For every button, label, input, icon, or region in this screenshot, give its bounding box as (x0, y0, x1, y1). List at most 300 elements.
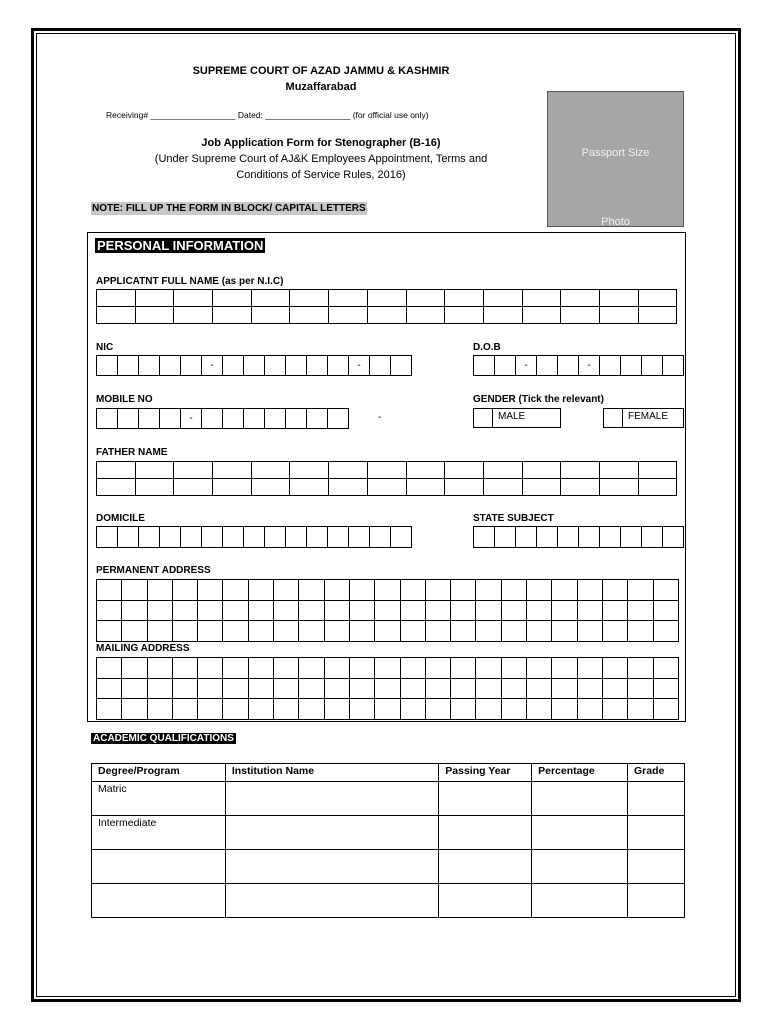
character-box[interactable] (370, 356, 391, 376)
percentage-cell[interactable] (532, 884, 628, 918)
character-box[interactable] (523, 479, 562, 496)
character-box[interactable] (603, 601, 628, 622)
grade-cell[interactable] (628, 816, 685, 850)
character-box[interactable] (174, 290, 213, 307)
character-box[interactable] (375, 580, 400, 601)
character-box[interactable] (181, 527, 202, 548)
grade-cell[interactable] (628, 782, 685, 816)
character-box[interactable] (148, 679, 173, 700)
character-box[interactable] (502, 679, 527, 700)
character-box[interactable] (97, 307, 136, 324)
character-box[interactable] (174, 462, 213, 479)
character-box[interactable] (537, 527, 558, 548)
character-box[interactable] (325, 621, 350, 642)
character-box[interactable] (173, 679, 198, 700)
grid-row (97, 527, 412, 548)
character-box[interactable] (350, 679, 375, 700)
permanent-address-grid[interactable] (96, 579, 679, 642)
character-box[interactable] (368, 462, 407, 479)
character-box[interactable] (97, 409, 118, 429)
character-box[interactable] (97, 658, 122, 679)
institution-cell[interactable] (225, 782, 438, 816)
character-box[interactable] (407, 462, 446, 479)
character-box[interactable] (561, 307, 600, 324)
character-box[interactable] (484, 307, 523, 324)
character-box[interactable] (654, 621, 679, 642)
character-box[interactable] (527, 601, 552, 622)
character-box[interactable] (299, 658, 324, 679)
gender-male-option: MALE (492, 408, 561, 428)
character-box[interactable] (561, 290, 600, 307)
character-box[interactable] (654, 658, 679, 679)
character-box[interactable] (97, 527, 118, 548)
character-box[interactable] (603, 621, 628, 642)
character-box[interactable] (274, 621, 299, 642)
character-box[interactable] (328, 356, 349, 376)
character-box[interactable] (307, 356, 328, 376)
character-box[interactable] (484, 462, 523, 479)
character-box[interactable] (223, 658, 248, 679)
character-box[interactable] (274, 699, 299, 720)
character-box[interactable] (654, 580, 679, 601)
character-box[interactable] (445, 479, 484, 496)
character-box[interactable] (370, 527, 391, 548)
character-box[interactable] (202, 409, 223, 429)
character-box[interactable] (198, 601, 223, 622)
character-box[interactable] (561, 462, 600, 479)
character-box[interactable] (198, 580, 223, 601)
character-box[interactable] (628, 699, 653, 720)
character-box[interactable] (286, 527, 307, 548)
character-box[interactable] (552, 679, 577, 700)
character-box[interactable] (368, 290, 407, 307)
character-box[interactable] (350, 580, 375, 601)
character-box[interactable] (223, 621, 248, 642)
gender-female-checkbox[interactable] (603, 408, 623, 428)
character-box[interactable] (122, 580, 147, 601)
character-box[interactable] (198, 658, 223, 679)
character-box[interactable] (325, 658, 350, 679)
character-box[interactable] (148, 621, 173, 642)
character-box[interactable] (375, 699, 400, 720)
character-box[interactable] (325, 699, 350, 720)
character-box[interactable] (122, 679, 147, 700)
character-box[interactable] (527, 580, 552, 601)
character-box[interactable] (160, 409, 181, 429)
character-box[interactable] (122, 601, 147, 622)
character-box[interactable] (290, 479, 329, 496)
character-box[interactable] (97, 356, 118, 376)
character-box[interactable] (299, 679, 324, 700)
character-box[interactable] (252, 479, 291, 496)
character-box[interactable] (451, 658, 476, 679)
character-box[interactable] (274, 658, 299, 679)
character-box[interactable] (136, 290, 175, 307)
character-box[interactable] (628, 658, 653, 679)
character-box[interactable] (213, 462, 252, 479)
character-box[interactable] (401, 621, 426, 642)
character-box[interactable] (445, 307, 484, 324)
character-box[interactable] (148, 699, 173, 720)
full-name-grid[interactable] (96, 289, 677, 324)
character-box[interactable] (639, 307, 678, 324)
character-box[interactable] (329, 462, 368, 479)
character-box[interactable] (579, 527, 600, 548)
character-box[interactable] (476, 699, 501, 720)
character-box[interactable] (603, 580, 628, 601)
character-box[interactable] (118, 409, 139, 429)
character-box[interactable] (325, 601, 350, 622)
character-box[interactable] (139, 409, 160, 429)
character-box[interactable] (97, 462, 136, 479)
character-box[interactable] (174, 307, 213, 324)
character-box[interactable] (558, 527, 579, 548)
character-box[interactable] (325, 580, 350, 601)
character-box[interactable] (97, 290, 136, 307)
character-box[interactable] (274, 580, 299, 601)
separator-dash-box: - (516, 356, 537, 376)
grid-row (474, 527, 684, 548)
character-box[interactable] (122, 658, 147, 679)
character-box[interactable] (223, 527, 244, 548)
character-box[interactable] (451, 621, 476, 642)
character-box[interactable] (329, 479, 368, 496)
character-box[interactable] (474, 527, 495, 548)
character-box[interactable] (445, 462, 484, 479)
character-box[interactable] (600, 290, 639, 307)
character-box[interactable] (213, 479, 252, 496)
character-box[interactable] (401, 580, 426, 601)
character-box[interactable] (148, 580, 173, 601)
character-box[interactable] (173, 580, 198, 601)
character-box[interactable] (174, 479, 213, 496)
character-box[interactable] (578, 601, 603, 622)
character-box[interactable] (299, 580, 324, 601)
character-box[interactable] (628, 580, 653, 601)
character-box[interactable] (198, 621, 223, 642)
character-box[interactable] (621, 356, 642, 376)
character-box[interactable] (552, 580, 577, 601)
character-box[interactable] (600, 479, 639, 496)
character-box[interactable] (495, 527, 516, 548)
character-box[interactable] (391, 527, 412, 548)
character-box[interactable] (578, 658, 603, 679)
father-name-grid[interactable] (96, 461, 677, 496)
character-box[interactable] (350, 621, 375, 642)
character-box[interactable] (375, 679, 400, 700)
character-box[interactable] (527, 699, 552, 720)
character-box[interactable] (160, 356, 181, 376)
passing-year-cell[interactable] (439, 816, 532, 850)
nic-label: NIC (96, 342, 114, 353)
gender-male-checkbox[interactable] (473, 408, 493, 428)
character-box[interactable] (139, 356, 160, 376)
character-box[interactable] (173, 621, 198, 642)
character-box[interactable] (299, 621, 324, 642)
character-box[interactable] (118, 356, 139, 376)
character-box[interactable] (118, 527, 139, 548)
character-box[interactable] (136, 462, 175, 479)
character-box[interactable] (290, 290, 329, 307)
passing-year-cell[interactable] (439, 782, 532, 816)
character-box[interactable] (654, 679, 679, 700)
character-box[interactable] (299, 601, 324, 622)
character-box[interactable] (527, 621, 552, 642)
character-box[interactable] (368, 479, 407, 496)
character-box[interactable] (213, 290, 252, 307)
character-box[interactable] (407, 479, 446, 496)
character-box[interactable] (198, 679, 223, 700)
character-box[interactable] (516, 527, 537, 548)
character-box[interactable] (621, 527, 642, 548)
character-box[interactable] (328, 527, 349, 548)
character-box[interactable] (476, 621, 501, 642)
dob-grid[interactable] (473, 355, 684, 376)
character-box[interactable] (600, 527, 621, 548)
character-box[interactable] (407, 307, 446, 324)
character-box[interactable] (401, 679, 426, 700)
character-box[interactable] (97, 479, 136, 496)
character-box[interactable] (139, 527, 160, 548)
character-box[interactable] (484, 290, 523, 307)
character-box[interactable] (265, 409, 286, 429)
character-box[interactable] (639, 462, 678, 479)
character-box[interactable] (401, 658, 426, 679)
character-box[interactable] (484, 479, 523, 496)
character-box[interactable] (97, 699, 122, 720)
character-box[interactable] (426, 658, 451, 679)
character-box[interactable] (160, 527, 181, 548)
character-box[interactable] (244, 356, 265, 376)
character-box[interactable] (451, 699, 476, 720)
character-box[interactable] (350, 699, 375, 720)
character-box[interactable] (252, 307, 291, 324)
character-box[interactable] (426, 679, 451, 700)
character-box[interactable] (122, 621, 147, 642)
grid-row (97, 409, 349, 429)
character-box[interactable] (426, 621, 451, 642)
character-box[interactable] (223, 409, 244, 429)
character-box[interactable] (552, 621, 577, 642)
degree-cell[interactable] (92, 850, 226, 884)
character-box[interactable] (375, 621, 400, 642)
character-box[interactable] (202, 527, 223, 548)
character-box[interactable] (445, 290, 484, 307)
character-box[interactable] (375, 601, 400, 622)
character-box[interactable] (476, 580, 501, 601)
character-box[interactable] (552, 658, 577, 679)
character-box[interactable] (401, 601, 426, 622)
mailing-address-grid[interactable] (96, 657, 679, 720)
character-box[interactable] (249, 699, 274, 720)
character-box[interactable] (181, 356, 202, 376)
character-box[interactable] (628, 601, 653, 622)
institution-cell[interactable] (225, 850, 438, 884)
character-box[interactable] (600, 356, 621, 376)
character-box[interactable] (290, 307, 329, 324)
character-box[interactable] (527, 658, 552, 679)
character-box[interactable] (558, 356, 579, 376)
character-box[interactable] (578, 580, 603, 601)
character-box[interactable] (136, 307, 175, 324)
character-box[interactable] (426, 601, 451, 622)
character-box[interactable] (325, 679, 350, 700)
grade-cell[interactable] (628, 884, 685, 918)
character-box[interactable] (578, 699, 603, 720)
full-name-label: APPLICATNT FULL NAME (as per N.I.C) (96, 276, 284, 287)
percentage-cell[interactable] (532, 816, 628, 850)
character-box[interactable] (244, 409, 265, 429)
character-box[interactable] (654, 699, 679, 720)
character-box[interactable] (148, 658, 173, 679)
character-box[interactable] (451, 679, 476, 700)
grade-cell[interactable] (628, 850, 685, 884)
table-row (92, 884, 685, 918)
character-box[interactable] (97, 621, 122, 642)
character-box[interactable] (173, 699, 198, 720)
character-box[interactable] (639, 290, 678, 307)
character-box[interactable] (600, 462, 639, 479)
separator-dash-box: - (579, 356, 600, 376)
character-box[interactable] (290, 462, 329, 479)
character-box[interactable] (198, 699, 223, 720)
character-box[interactable] (523, 307, 562, 324)
character-box[interactable] (654, 601, 679, 622)
character-box[interactable] (523, 290, 562, 307)
character-box[interactable] (329, 290, 368, 307)
character-box[interactable] (368, 307, 407, 324)
character-box[interactable] (451, 601, 476, 622)
character-box[interactable] (663, 356, 684, 376)
character-box[interactable] (252, 462, 291, 479)
character-box[interactable] (249, 601, 274, 622)
character-box[interactable] (307, 409, 328, 429)
percentage-cell[interactable] (532, 850, 628, 884)
character-box[interactable] (391, 356, 412, 376)
character-box[interactable] (476, 601, 501, 622)
character-box[interactable] (375, 658, 400, 679)
grid-row (97, 307, 677, 324)
character-box[interactable] (252, 290, 291, 307)
passing-year-cell[interactable] (439, 884, 532, 918)
character-box[interactable] (552, 699, 577, 720)
character-box[interactable] (600, 307, 639, 324)
grid-row (97, 356, 412, 376)
character-box[interactable] (274, 601, 299, 622)
character-box[interactable] (274, 679, 299, 700)
character-box[interactable] (502, 658, 527, 679)
degree-cell[interactable] (92, 884, 226, 918)
percentage-cell[interactable] (532, 782, 628, 816)
character-box[interactable] (173, 601, 198, 622)
character-box[interactable] (265, 527, 286, 548)
character-box[interactable] (552, 601, 577, 622)
character-box[interactable] (603, 679, 628, 700)
character-box[interactable] (286, 409, 307, 429)
character-box[interactable] (329, 307, 368, 324)
character-box[interactable] (639, 479, 678, 496)
character-box[interactable] (578, 679, 603, 700)
character-box[interactable] (122, 699, 147, 720)
degree-cell[interactable]: Matric (92, 782, 226, 816)
character-box[interactable] (136, 479, 175, 496)
institution-cell[interactable] (225, 816, 438, 850)
degree-cell[interactable]: Intermediate (92, 816, 226, 850)
character-box[interactable] (426, 699, 451, 720)
character-box[interactable] (502, 601, 527, 622)
character-box[interactable] (407, 290, 446, 307)
character-box[interactable] (474, 356, 495, 376)
character-box[interactable] (502, 580, 527, 601)
character-box[interactable] (495, 356, 516, 376)
character-box[interactable] (537, 356, 558, 376)
character-box[interactable] (603, 658, 628, 679)
character-box[interactable] (249, 621, 274, 642)
character-box[interactable] (223, 679, 248, 700)
institution-cell[interactable] (225, 884, 438, 918)
character-box[interactable] (642, 356, 663, 376)
character-box[interactable] (286, 356, 307, 376)
character-box[interactable] (561, 479, 600, 496)
character-box[interactable] (223, 699, 248, 720)
character-box[interactable] (642, 527, 663, 548)
character-box[interactable] (173, 658, 198, 679)
mobile-grid[interactable] (96, 408, 349, 429)
character-box[interactable] (476, 679, 501, 700)
passing-year-cell[interactable] (439, 850, 532, 884)
character-box[interactable] (350, 601, 375, 622)
character-box[interactable] (307, 527, 328, 548)
character-box[interactable] (97, 679, 122, 700)
character-box[interactable] (148, 601, 173, 622)
character-box[interactable] (527, 679, 552, 700)
character-box[interactable] (223, 580, 248, 601)
character-box[interactable] (223, 356, 244, 376)
character-box[interactable] (628, 679, 653, 700)
domicile-grid[interactable] (96, 526, 412, 548)
character-box[interactable] (349, 527, 370, 548)
character-box[interactable] (426, 580, 451, 601)
character-box[interactable] (97, 601, 122, 622)
character-box[interactable] (476, 658, 501, 679)
character-box[interactable] (350, 658, 375, 679)
character-box[interactable] (249, 679, 274, 700)
character-box[interactable] (223, 601, 248, 622)
character-box[interactable] (97, 580, 122, 601)
grid-row (474, 356, 684, 376)
character-box[interactable] (213, 307, 252, 324)
character-box[interactable] (523, 462, 562, 479)
character-box[interactable] (249, 580, 274, 601)
character-box[interactable] (249, 658, 274, 679)
character-box[interactable] (328, 409, 349, 429)
character-box[interactable] (663, 527, 684, 548)
state-subject-grid[interactable] (473, 526, 684, 548)
character-box[interactable] (578, 621, 603, 642)
character-box[interactable] (299, 699, 324, 720)
character-box[interactable] (451, 580, 476, 601)
character-box[interactable] (628, 621, 653, 642)
character-box[interactable] (502, 621, 527, 642)
character-box[interactable] (244, 527, 265, 548)
character-box[interactable] (502, 699, 527, 720)
character-box[interactable] (401, 699, 426, 720)
nic-grid[interactable] (96, 355, 412, 376)
grid-row (97, 479, 677, 496)
character-box[interactable] (265, 356, 286, 376)
character-box[interactable] (603, 699, 628, 720)
passport-photo-box[interactable] (547, 91, 684, 227)
